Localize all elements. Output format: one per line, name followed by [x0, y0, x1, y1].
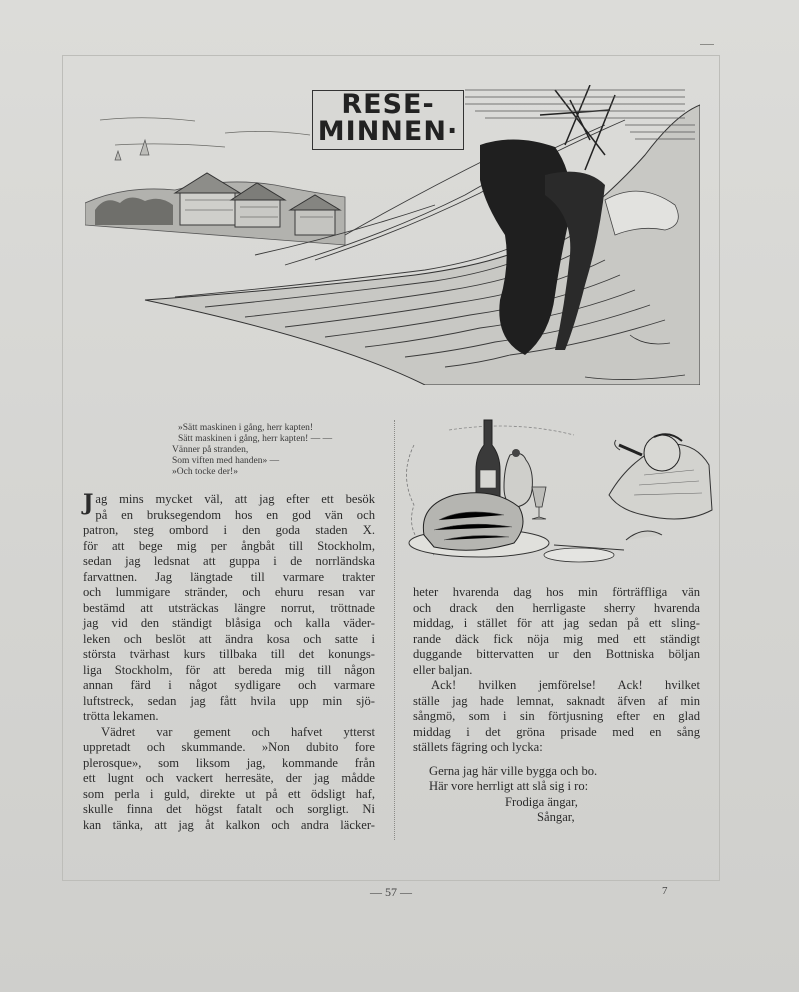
text-line: bestämd att utsträckas längre norrut, tröttnade: [83, 600, 375, 615]
text-line: middag, i stället för att jag sedan på ett sling-: [413, 616, 700, 630]
dinner-sketch: [394, 415, 716, 580]
title-line-2: MINNEN·: [317, 116, 459, 147]
text-line: Vädret var gement och hafvet ytterst: [101, 724, 375, 739]
verse-line: Här vore herrligt att slå sig i ro:: [429, 779, 589, 793]
poem-line: Sätt maskinen i gång, herr kapten! — —: [178, 434, 333, 444]
poem-line: Vänner på stranden,: [172, 445, 249, 455]
text-line: leken och beslöt att ändra kosa och satte i: [83, 631, 375, 646]
page-number: — 57 —: [370, 885, 412, 899]
text-line: trötta lekamen.: [83, 709, 159, 723]
poem-line: »Sätt maskinen i gång, herr kapten!: [178, 423, 314, 433]
horizon-lines: [100, 118, 310, 147]
text-line: största tvärhast kurs tillbaka till det konungs-: [83, 647, 375, 661]
text-line: ett lugnt och vackert herresäte, der jag mådde: [83, 771, 375, 785]
text-line: annan färd i något sydligare och varmare: [83, 678, 375, 692]
right-column: [413, 585, 700, 826]
text-line: och lummigare stränder, och ehuru resan var: [83, 585, 375, 599]
verse-line: Gerna jag här ville bygga och bo.: [429, 763, 598, 778]
text-line: och drack den herrligaste sherry hvarenda: [413, 600, 700, 615]
verse-line: Frodiga ängar,: [505, 794, 578, 809]
text-line: Ack! hvilken jemförelse! Ack! hvilket: [431, 678, 700, 692]
paragraph-4: [413, 678, 700, 756]
paragraph-1: [83, 492, 375, 725]
paragraph-2: [83, 725, 375, 834]
text-line: jag vid den ständigt blåsiga och kalla väder-: [83, 616, 375, 630]
sailboats: [115, 140, 149, 160]
text-line: ag mins mycket väl, att jag efter ett besök: [95, 492, 375, 506]
text-line: sedan jag ledsnat att guppa i de norrländska: [83, 554, 375, 568]
text-line: uppretadt och skummande. »Non dubito fore: [83, 740, 375, 754]
text-line: farvattnen. Jag längtade till varmare trakter: [83, 569, 375, 584]
song-verse: [413, 764, 700, 826]
text-line: heter hvarenda dag hos min förträffliga vän: [413, 585, 700, 599]
title-line-1: RESE-: [341, 89, 435, 120]
poem-line: »Och tocke der!»: [172, 467, 238, 477]
text-line: middag i det gröna prisade med en sång: [413, 724, 700, 739]
text-line: luftstreck, sedan jag fått hvila upp min sjö-: [83, 693, 375, 708]
article-title: [312, 90, 464, 150]
epigraph-poem: [172, 423, 392, 478]
text-line: för att bege mig per ångbåt till Stockholm,: [83, 538, 375, 553]
text-line: plerosque», som liksom jag, kommande från: [83, 755, 375, 770]
text-line: rande däck fick nöja mig med ett ständigt: [413, 631, 700, 646]
text-line: ställe jag hade lemnat, saknadt äfven af min: [413, 693, 700, 708]
text-line: som perla i guld, direkte ut på ett ödsligt haf,: [83, 786, 375, 801]
paragraph-3: [413, 585, 700, 678]
text-line: sångmö, som i sin förtjusning efter en glad: [413, 709, 700, 723]
signature-mark: 7: [662, 885, 668, 897]
text-line: ställets fägring och lycka:: [413, 740, 543, 754]
poem-line: Som viften med handen» —: [172, 456, 280, 466]
left-column: [83, 492, 375, 833]
text-line: liga Stockholm, för att bereda mig till någon: [83, 662, 375, 677]
text-line: duggande bittervatten ur den Bottniska böljan: [413, 647, 700, 661]
drop-cap: J: [83, 490, 94, 516]
text-line: kan tänka, att jag åt kalkon och andra läcker-: [83, 817, 375, 832]
text-line: på en bruksegendom hos en god vän och: [95, 507, 375, 522]
text-line: patron, steg ombord i den goda staden X.: [83, 523, 375, 537]
text-line: eller baljan.: [413, 662, 473, 677]
verse-line: Sångar,: [537, 810, 575, 824]
town-on-shore: [85, 173, 345, 245]
text-line: skulle finna det högst fatalt och sorgligt. Ni: [83, 802, 375, 816]
corner-mark: [700, 44, 714, 45]
